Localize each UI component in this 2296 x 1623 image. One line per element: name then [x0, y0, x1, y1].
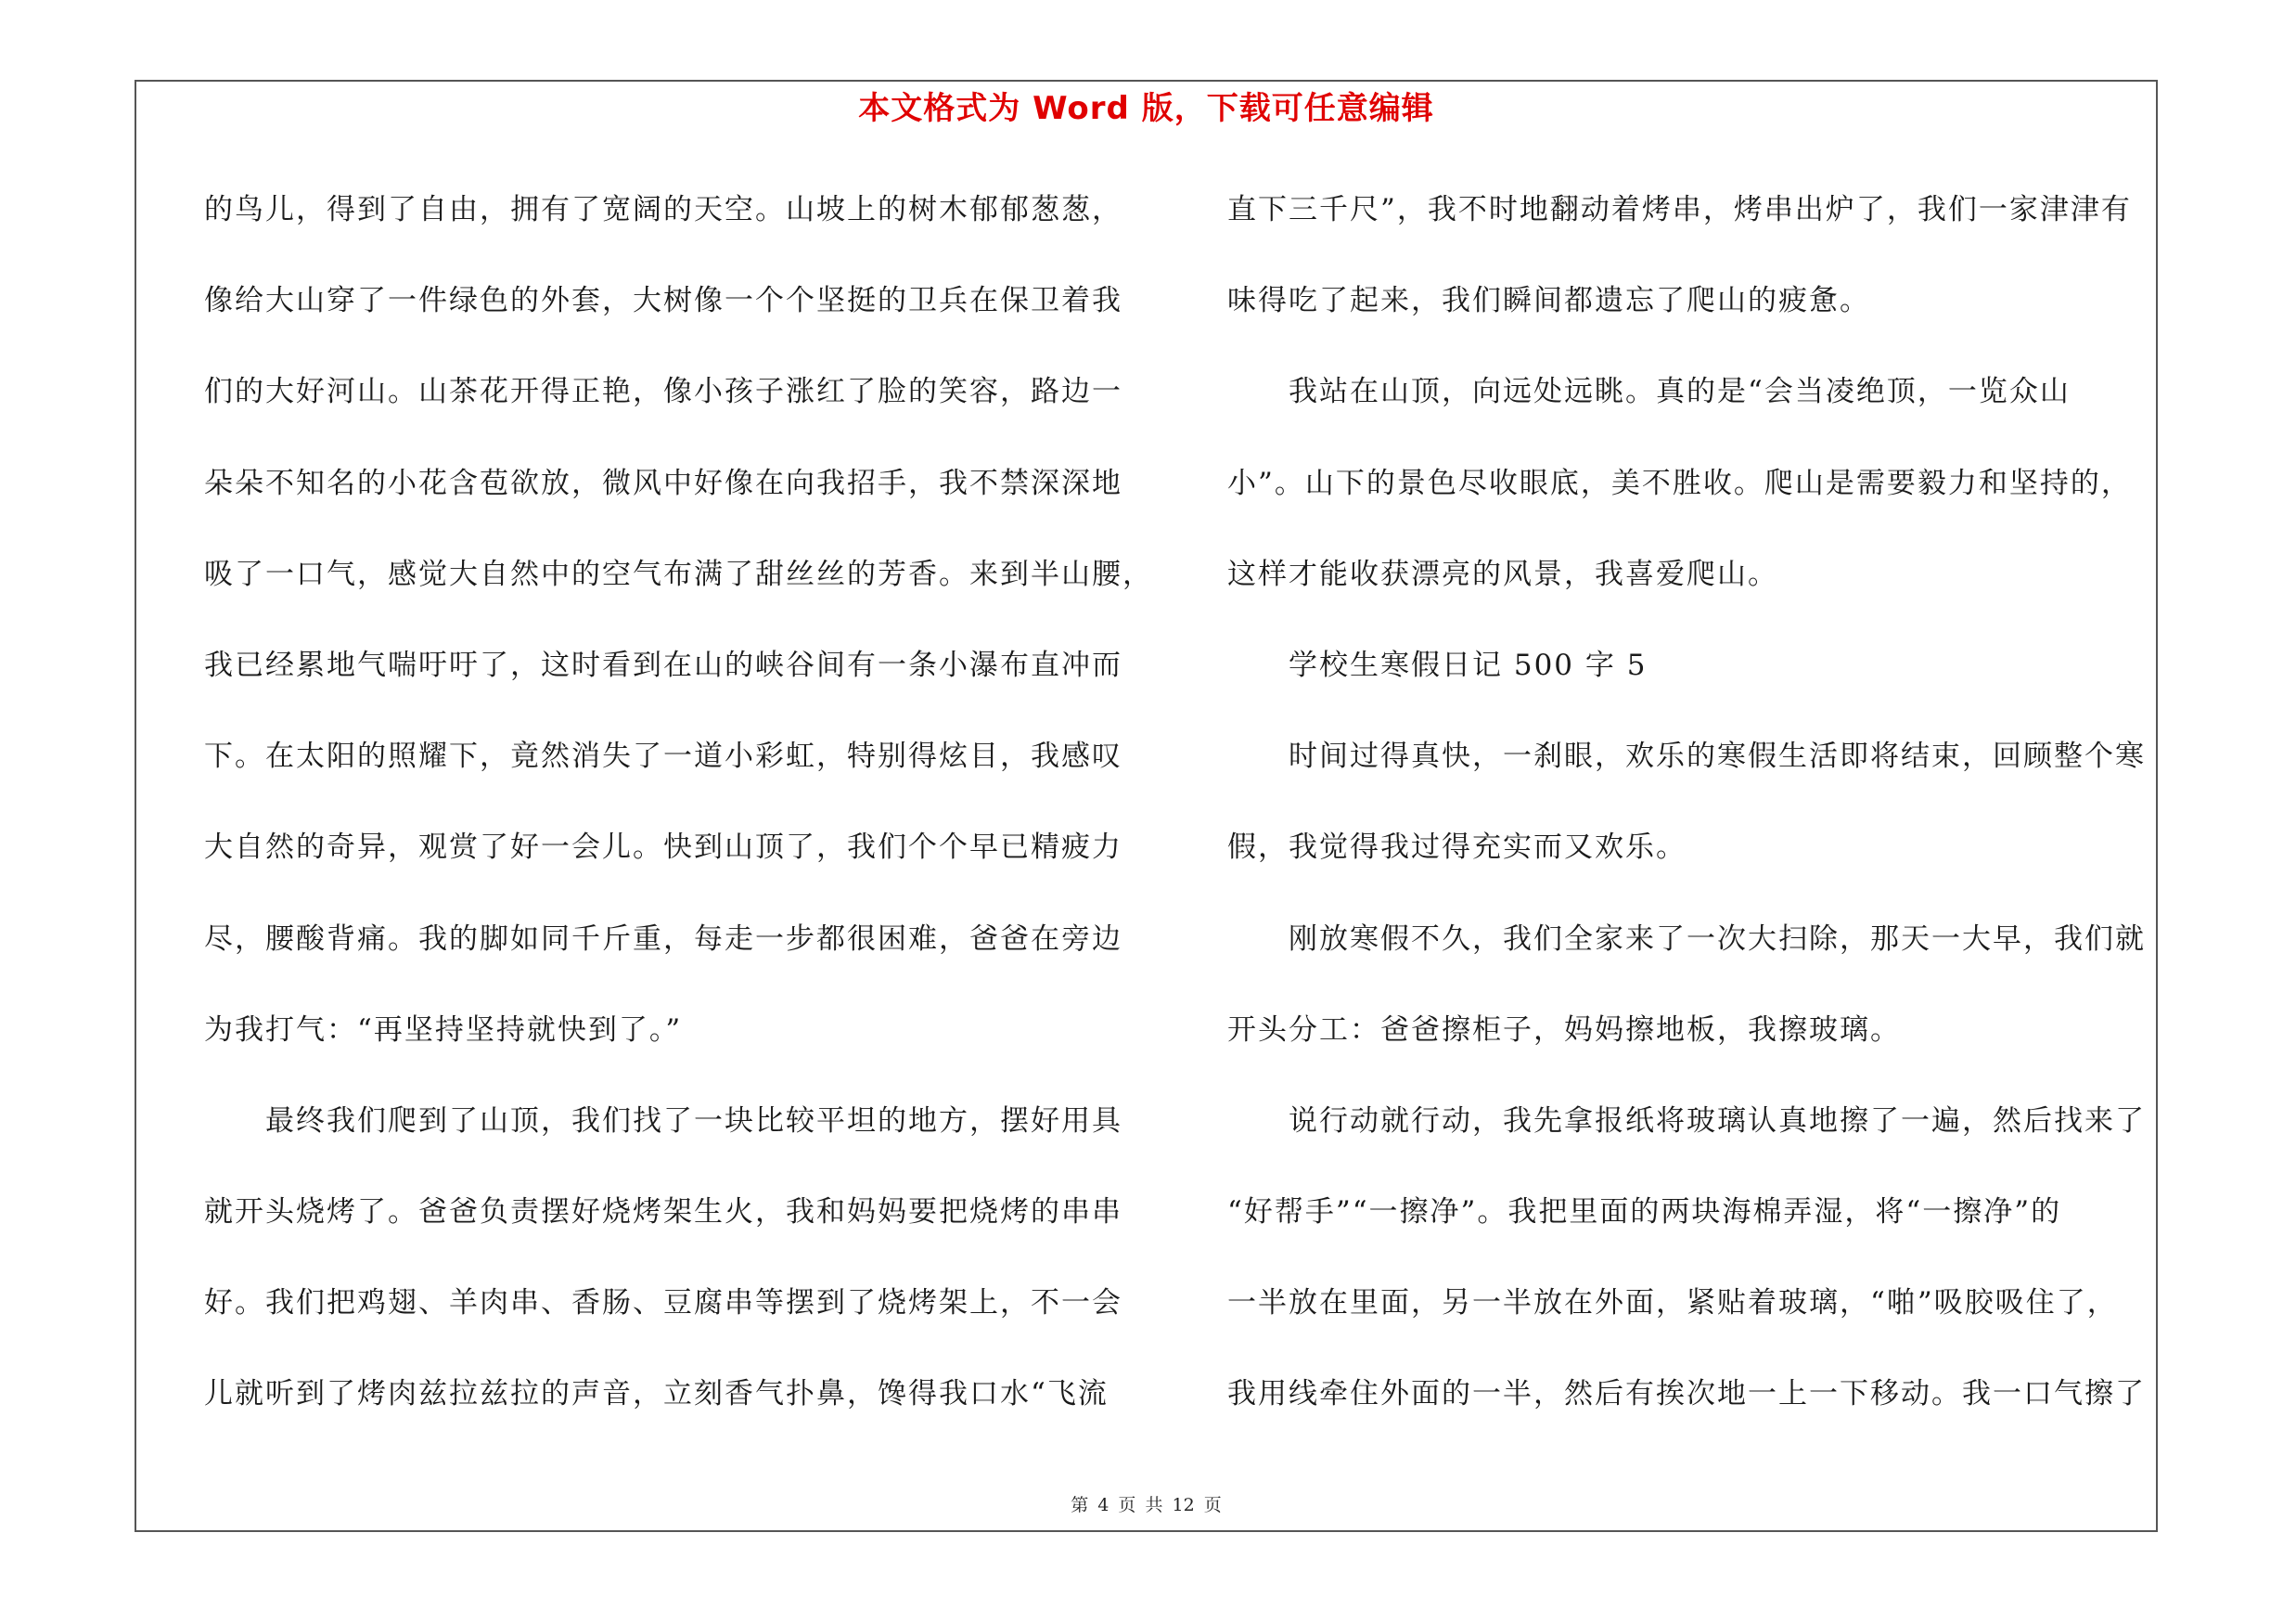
text-line: 我站在山顶，向远处远眺。真的是“会当凌绝顶，一览众山: [1289, 375, 2071, 409]
page-indicator: 第 4 页 共 12 页: [1071, 1495, 1222, 1515]
text-line: 直下三千尺”，我不时地翻动着烤串，烤串出炉了，我们一家津津有: [1227, 193, 2132, 226]
text-line: 刚放寒假不久，我们全家来了一次大扫除，那天一大早，我们就: [1289, 921, 2146, 956]
text-line: 学校生寒假日记 500 字 5: [1289, 648, 1648, 682]
word-format-banner: 本文格式为 Word 版，下载可任意编辑: [858, 90, 1434, 127]
text-line: 一半放在里面，另一半放在外面，紧贴着玻璃，“啪”吸胶吸住了，: [1227, 1286, 2118, 1320]
text-line: 儿就听到了烤肉兹拉兹拉的声音，立刻香气扑鼻，馋得我口水“飞流: [204, 1377, 1109, 1411]
text-line: 尽，腰酸背痛。我的脚如同千斤重，每走一步都很困难，爸爸在旁边: [204, 921, 1122, 956]
text-line: 这样才能收获漂亮的风景，我喜爱爬山。: [1227, 557, 1778, 591]
text-line: 最终我们爬到了山顶，我们找了一块比较平坦的地方，摆好用具: [265, 1103, 1122, 1138]
text-line: 时间过得真快，一刹眼，欢乐的寒假生活即将结束，回顾整个寒: [1289, 740, 2146, 774]
text-line: 的鸟儿，得到了自由，拥有了宽阔的天空。山坡上的树木郁郁葱葱，: [204, 193, 1122, 226]
text-line: 朵朵不知名的小花含苞欲放，微风中好像在向我招手，我不禁深深地: [204, 466, 1122, 500]
text-line: 小”。山下的景色尽收眼底，美不胜收。爬山是需要毅力和坚持的，: [1227, 466, 2132, 500]
text-line: 说行动就行动，我先拿报纸将玻璃认真地擦了一遍，然后找来了: [1289, 1103, 2146, 1138]
text-line: 我用线牵住外面的一半，然后有挨次地一上一下移动。我一口气擦了: [1227, 1377, 2146, 1411]
text-line: 下。在太阳的照耀下，竟然消失了一道小彩虹，特别得炫目，我感叹: [204, 740, 1122, 774]
left-text-column: [204, 182, 1153, 1458]
text-line: “好帮手”“一擦净”。我把里面的两块海棉弄湿，将“一擦净”的: [1227, 1195, 2062, 1230]
text-line: 味得吃了起来，我们瞬间都遗忘了爬山的疲惫。: [1227, 284, 1870, 318]
text-line: 就开头烧烤了。爸爸负责摆好烧烤架生火，我和妈妈要把烧烤的串串: [204, 1195, 1122, 1230]
text-line: 大自然的奇异，观赏了好一会儿。快到山顶了，我们个个早已精疲力: [204, 831, 1122, 865]
text-line: 为我打气：“再坚持坚持就快到了。”: [204, 1012, 683, 1047]
text-line: 开头分工：爸爸擦柜子，妈妈擦地板，我擦玻璃。: [1227, 1012, 1901, 1047]
text-line: 我已经累地气喘吁吁了，这时看到在山的峡谷间有一条小瀑布直冲而: [204, 648, 1122, 682]
text-line: 们的大好河山。山茶花开得正艳，像小孩子涨红了脸的笑容，路边一: [204, 375, 1122, 409]
text-line: 假，我觉得我过得充实而又欢乐。: [1227, 831, 1687, 865]
text-line: 好。我们把鸡翅、羊肉串、香肠、豆腐串等摆到了烧烤架上，不一会: [204, 1286, 1122, 1320]
text-line: 像给大山穿了一件绿色的外套，大树像一个个坚挺的卫兵在保卫着我: [204, 284, 1122, 318]
text-line: 吸了一口气，感觉大自然中的空气布满了甜丝丝的芳香。来到半山腰，: [204, 557, 1153, 591]
right-text-column: [1227, 182, 2160, 1458]
